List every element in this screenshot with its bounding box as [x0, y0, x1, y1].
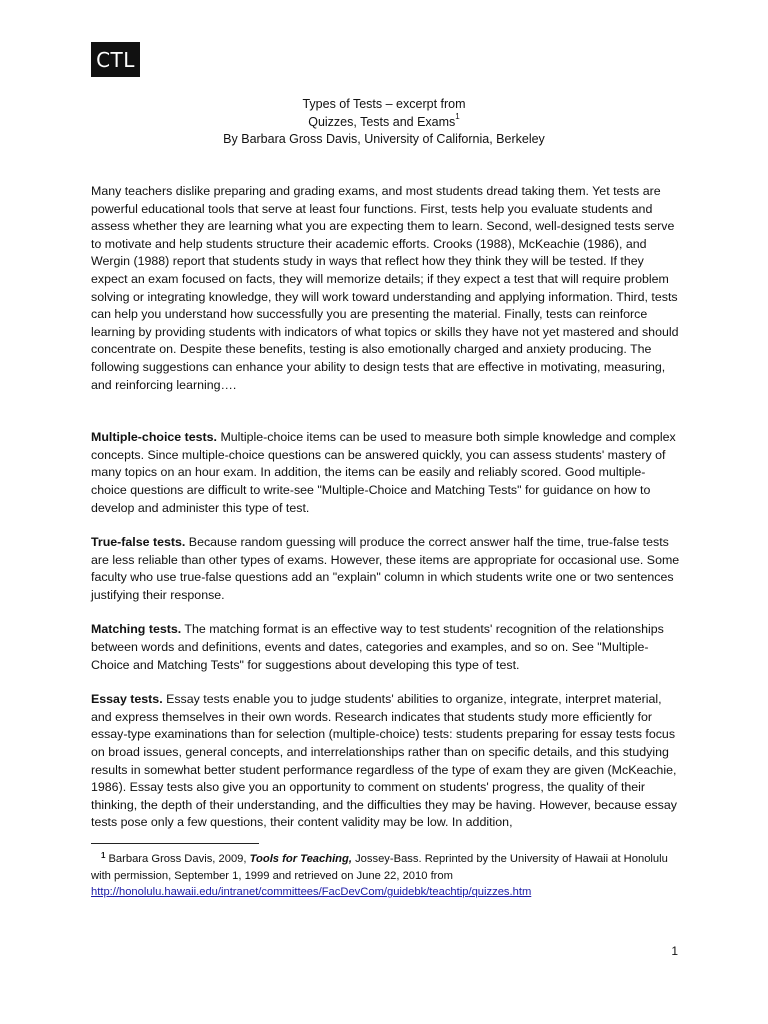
- section-body: The matching format is an effective way to test students' recognition of the relationships between words and definitions, events and dates, categories and examples, and so on. See "Multiple-Choice and Matching Tests" for suggestions about developing this type of test.: [91, 622, 664, 672]
- footnote-line-3: [91, 884, 681, 900]
- title-line-2-text: Quizzes, Tests and Exams: [308, 114, 456, 129]
- section-heading: True-false tests.: [91, 535, 186, 550]
- section-multiple-choice: [91, 429, 681, 517]
- section-heading: Matching tests.: [91, 622, 182, 637]
- document-title: [91, 96, 677, 149]
- page-number: 1: [671, 944, 678, 958]
- title-line-2: [91, 114, 677, 132]
- footnote-book-title: Tools for Teaching,: [249, 853, 352, 865]
- section-body: Because random guessing will produce the correct answer half the time, true-false tests are less reliable than other types of exams. However, these items are appropriate for occasional use. Some faculty who use true-false questions add an "explain" column in which students write one or two sentences justifying their response.: [91, 535, 680, 602]
- section-matching: [91, 621, 681, 674]
- intro-paragraph: Many teachers dislike preparing and grading exams, and most students dread taking them. Yet tests are powerful educational tools that serve at least four functions. First, tests help you evaluate students and assess whether they are learning what you are expecting them to learn. Second, well-designed tests serve to motivate and help students structure their academic efforts. Crooks (1988), McKeachie (1986), and Wergin (1988) report that students study in ways that reflect how they think they will be tested. If they expect an exam focused on facts, they will memorize details; if they expect a test that will require problem solving or integrating knowledge, they will work toward understanding and applying information. Third, tests can help you understand how successfully you are presenting the material. Finally, tests can reinforce learning by providing students with indicators of what topics or skills they have not yet mastered and should concentrate on. Despite these benefits, testing is also emotionally charged and anxiety producing. The following suggestions can enhance your ability to design tests that are effective in motivating, measuring, and reinforcing learning….: [91, 184, 679, 392]
- footnote: [91, 851, 681, 900]
- footnote-link[interactable]: http://honolulu.hawaii.edu/intranet/committees/FacDevCom/guidebk/teachtip/quizzes.htm: [91, 886, 532, 898]
- logo-text: CTL: [96, 47, 135, 72]
- section-body: Essay tests enable you to judge students' abilities to organize, integrate, interpret material, and express themselves in their own words. Research indicates that students study more efficiently for essay-type examinations than for selection (multiple-choice) tests: students preparing for essay tests focus on broad issues, general concepts, and interrelationships rather than on specific details, and this studying results in somewhat better student performance regardless of the type of exam they are given (McKeachie, 1986). Essay tests also give you an opportunity to comment on students' progress, the quality of their thinking, the depth of their understanding, and the difficulties they may be having. However, because essay tests pose only a few questions, their content validity may be low. In addition,: [91, 692, 677, 830]
- ctl-logo: [91, 42, 140, 77]
- footnote-marker: 1: [101, 851, 106, 860]
- section-true-false: [91, 534, 681, 604]
- title-line-3: By Barbara Gross Davis, University of California, Berkeley: [223, 132, 545, 146]
- footnote-text-before: Barbara Gross Davis, 2009,: [108, 853, 250, 865]
- footnote-divider: [91, 843, 259, 844]
- section-essay: [91, 691, 681, 832]
- section-heading: Essay tests.: [91, 692, 163, 707]
- title-footnote-marker: 1: [455, 112, 460, 122]
- footnote-line-2: with permission, September 1, 1999 and retrieved on June 22, 2010 from: [91, 870, 453, 882]
- document-body: [91, 183, 681, 849]
- section-heading: Multiple-choice tests.: [91, 430, 217, 445]
- footnote-text-after: Jossey-Bass. Reprinted by the University of Hawaii at Honolulu: [351, 853, 668, 865]
- footnote-line-1: [91, 851, 681, 868]
- section-body: Multiple-choice items can be used to measure both simple knowledge and complex concepts. Since multiple-choice questions can be answered quickly, you can assess students' mastery of many topics on an hour exam. In addition, the items can be easily and reliably scored. Good multiple-choice questions are difficult to write-see "Multiple-Choice and Matching Tests" for guidance on how to develop and administer this type of test.: [91, 430, 676, 515]
- title-line-1: Types of Tests – excerpt from: [302, 97, 466, 111]
